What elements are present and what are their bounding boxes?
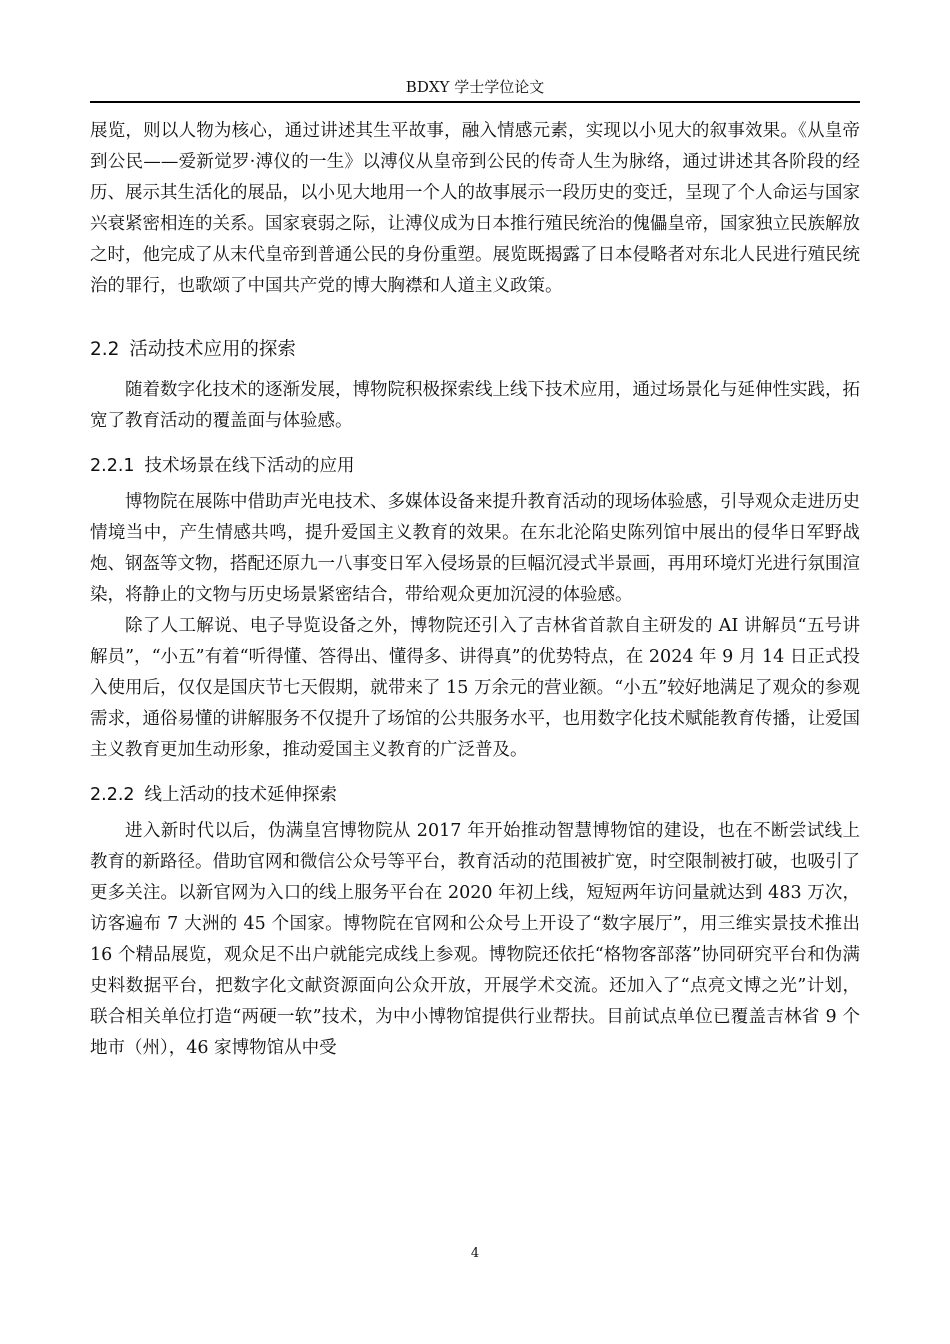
paragraph-online-tech: 进入新时代以后，伪满皇宫博物院从 2017 年开始推动智慧博物馆的建设，也在不断尝试线上教育的新路径。借助官网和微信公众号等平台，教育活动的范围被扩宽，时空限制被打破，也吸引了更多关注。以新官网为入口的线上服务平台在 2020 年初上线，短短两年访问量就达到 483 万次，访客遍布 7 大洲的 45 个国家。博物院在官网和公众号上开设了“数字展厅”，用三维实景技术推出 16 个精品展览，观众足不出户就能完成线上参观。博物院还依托“格物客部落”协同研究平台和伪满史料数据平台，把数字化文献资源面向公众开放，开展学术交流。还加入了“点亮文博之光”计划，联合相关单位打造“两硬一软”技术，为中小博物馆提供行业帮扶。目前试点单位已覆盖吉林省 9 个地市（州），46 家博物馆从中受 (90, 821, 860, 1058)
paragraph-exhibition-narrative: 展览，则以人物为核心，通过讲述其生平故事，融入情感元素，实现以小见大的叙事效果。《从皇帝到公民——爱新觉罗·溥仪的一生》以溥仪从皇帝到公民的传奇人生为脉络，通过讲述其各阶段的经历、展示其生活化的展品，以小见大地用一个人的故事展示一段历史的变迁，呈现了个人命运与国家兴衰紧密相连的关系。国家衰弱之际，让溥仪成为日本推行殖民统治的傀儡皇帝，国家独立民族解放之时，他完成了从末代皇帝到普通公民的身份重塑。展览既揭露了日本侵略者对东北人民进行殖民统治的罪行，也歌颂了中国共产党的博大胸襟和人道主义政策。 (90, 121, 860, 296)
page-body (90, 116, 860, 1064)
section-number: 2.2.2 (90, 785, 135, 805)
section-heading-2-2-1 (90, 452, 860, 480)
header-rule (90, 101, 860, 103)
section-title: 技术场景在线下活动的应用 (144, 456, 355, 476)
running-header: BDXY 学士学位论文 (405, 78, 545, 96)
section-number: 2.2 (90, 339, 120, 360)
section-number: 2.2.1 (90, 456, 135, 476)
paragraph-ai-guide: 除了人工解说、电子导览设备之外，博物院还引入了吉林省首款自主研发的 AI 讲解员“五号讲解员”，“小五”有着“听得懂、答得出、懂得多、讲得真”的优势特点，在 2024 年 9 月 14 日正式投入使用后，仅仅是国庆节七天假期，就带来了 15 万余元的营业额。“小五”较好地满足了观众的参观需求，通俗易懂的讲解服务不仅提升了场馆的公共服务水平，也用数字化技术赋能教育传播，让爱国主义教育更加生动形象，推动爱国主义教育的广泛普及。 (90, 616, 860, 760)
paragraph-tech-intro: 随着数字化技术的逐渐发展，博物院积极探索线上线下技术应用，通过场景化与延伸性实践，拓宽了教育活动的覆盖面与体验感。 (90, 380, 860, 431)
paragraph-offline-tech: 博物院在展陈中借助声光电技术、多媒体设备来提升教育活动的现场体验感，引导观众走进历史情境当中，产生情感共鸣，提升爱国主义教育的效果。在东北沦陷史陈列馆中展出的侵华日军野战炮、钢盔等文物，搭配还原九一八事变日军入侵场景的巨幅沉浸式半景画，再用环境灯光进行氛围渲染，将静止的文物与历史场景紧密结合，带给观众更加沉浸的体验感。 (90, 492, 860, 605)
section-title: 活动技术应用的探索 (129, 339, 296, 360)
page-number: 4 (470, 1246, 480, 1261)
section-heading-2-2 (90, 335, 860, 365)
section-heading-2-2-2 (90, 781, 860, 809)
section-title: 线上活动的技术延伸探索 (144, 785, 338, 805)
